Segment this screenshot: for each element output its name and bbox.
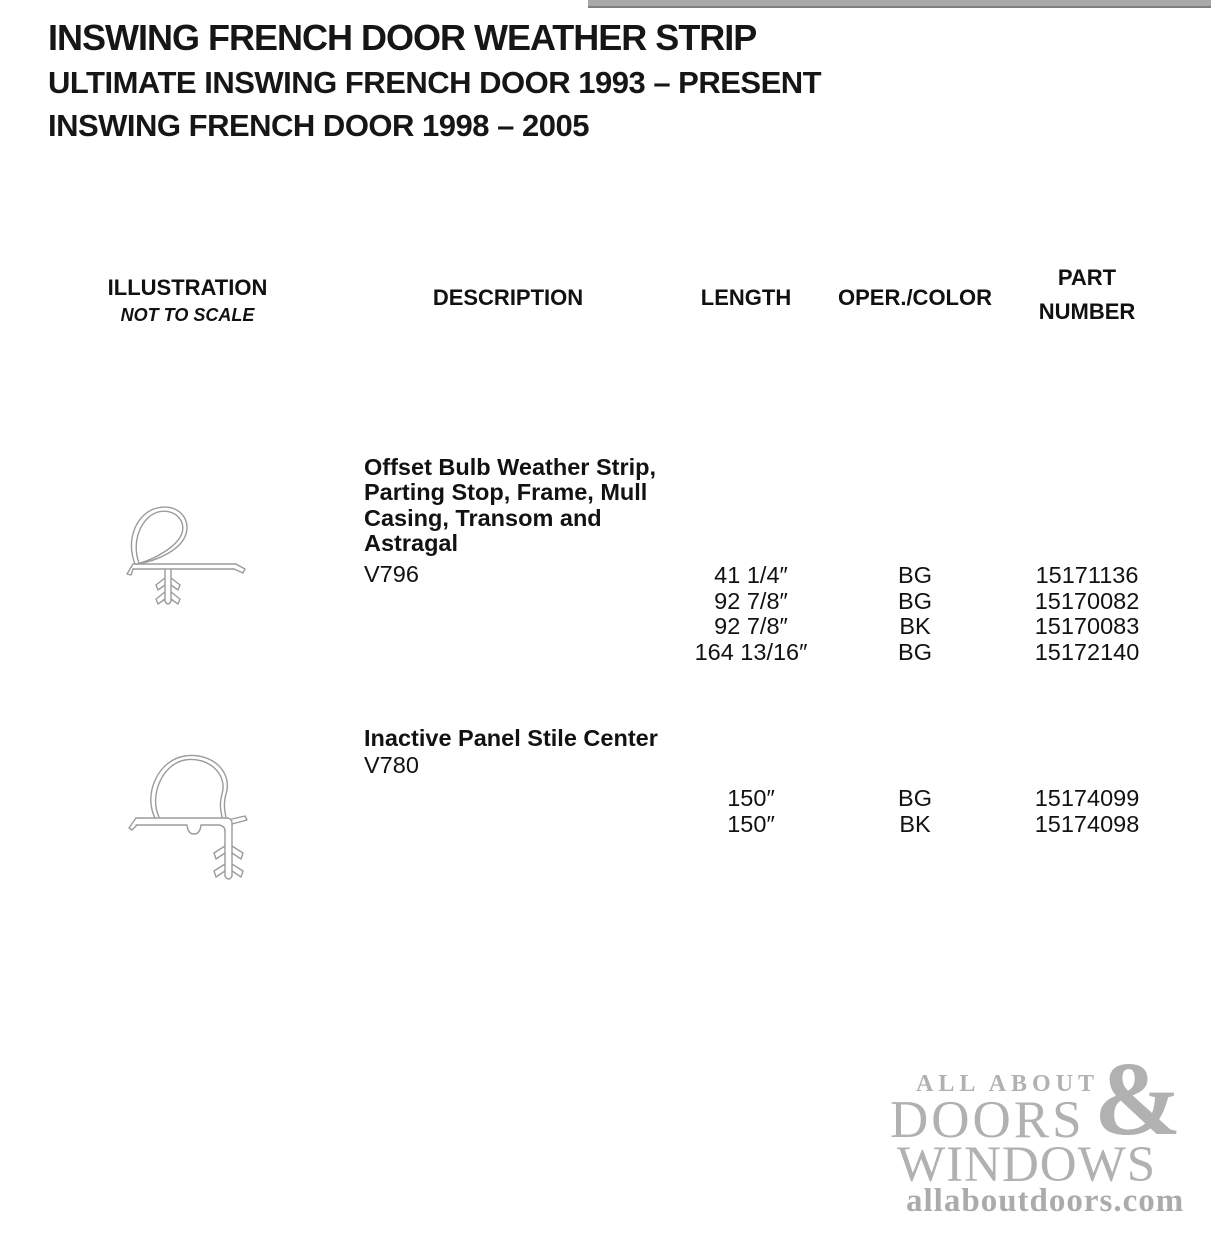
- product-model: V780: [364, 752, 419, 778]
- logo-all-about: ALL ABOUT: [916, 1071, 1100, 1097]
- oper-color-value: BG: [898, 587, 932, 614]
- oper-color-value: BK: [899, 613, 931, 639]
- logo-doors: DOORS: [890, 1091, 1085, 1149]
- oper-color-value: BG: [898, 562, 932, 588]
- column-header-description: DESCRIPTION: [432, 285, 584, 310]
- length-value: 150″: [727, 785, 775, 811]
- length-value: 150″: [727, 810, 775, 837]
- table-row: [651, 786, 1195, 812]
- illustration-header-label: ILLUSTRATION: [107, 275, 268, 300]
- part-number-value: 15172140: [1034, 638, 1140, 665]
- part-number-value: 15170083: [1034, 613, 1140, 639]
- part-header-line2: NUMBER: [1038, 299, 1136, 325]
- column-header-part-number: [987, 266, 1187, 324]
- weather-strip-profile-icon: [125, 501, 253, 613]
- page-subtitle-2: INSWING FRENCH DOOR 1998 – 2005: [48, 108, 589, 143]
- length-value: 41 1/4″: [714, 562, 788, 588]
- part-number-value: 15171136: [1035, 562, 1139, 588]
- not-to-scale-note: NOT TO SCALE: [120, 305, 255, 326]
- table-row: [651, 614, 1195, 640]
- table-row: [651, 640, 1195, 666]
- product-description: Offset Bulb Weather Strip, Parting Stop, Frame, Mull Casing, Transom and Astragal: [364, 454, 657, 557]
- offset-bulb-weather-strip-illustration: [125, 501, 253, 613]
- table-row: [651, 563, 1195, 589]
- part-number-value: 15174099: [1034, 785, 1140, 811]
- part-header-line1: PART: [1057, 265, 1117, 290]
- oper-color-value: BK: [899, 810, 931, 837]
- title-block: [48, 17, 822, 143]
- page-subtitle-1: ULTIMATE INSWING FRENCH DOOR 1993 – PRESENT: [48, 65, 822, 100]
- logo-windows: WINDOWS: [897, 1137, 1157, 1193]
- logo-ampersand: &: [1094, 1040, 1182, 1157]
- column-header-length: LENGTH: [700, 285, 792, 310]
- product-description: Inactive Panel Stile Center: [364, 725, 658, 751]
- table-row: [651, 812, 1195, 838]
- table-row: [651, 589, 1195, 615]
- part-number-value: 15170082: [1034, 587, 1140, 614]
- part-number-value: 15174098: [1034, 810, 1140, 837]
- length-value: 92 7/8″: [714, 613, 788, 639]
- column-header-oper-color: OPER./COLOR: [837, 285, 992, 310]
- top-scan-bar: [588, 0, 1211, 8]
- oper-color-value: BG: [898, 638, 932, 665]
- column-header-illustration: [95, 276, 280, 326]
- product-rows: [651, 563, 1195, 665]
- length-value: 164 13/16″: [694, 638, 808, 665]
- product-model: V796: [364, 561, 419, 587]
- weather-strip-profile-icon: [125, 752, 255, 884]
- page-title: INSWING FRENCH DOOR WEATHER STRIP: [48, 17, 757, 58]
- inactive-panel-stile-center-illustration: [125, 752, 255, 884]
- length-value: 92 7/8″: [714, 587, 788, 614]
- oper-color-value: BG: [898, 785, 932, 811]
- product-rows: [651, 786, 1195, 837]
- logo-website: allaboutdoors.com: [906, 1183, 1185, 1219]
